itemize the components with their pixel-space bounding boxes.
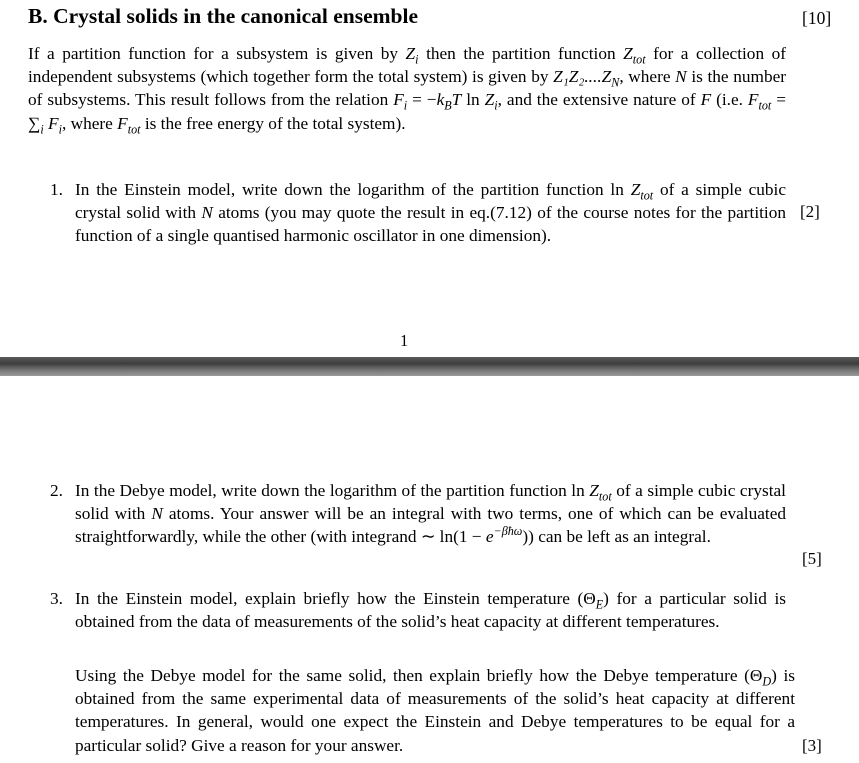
section-marks: [10] [802, 8, 832, 28]
question-3-marks: [3] [802, 736, 822, 755]
intro-paragraph: If a partition function for a subsystem is given by $Z_i$ then the partition function $Z_{tot}$ for a collection of independent subsystems (which together form the total system) is given by $Z_1Z_2....Z_N$, where N is the number of subsystems. This result follows from the relation $F_i = -k_BT$ $\ln Z_i$, and the extensive nature of F (i.e. $F_{tot} = \sum_i$ $F_i$, where $F_{tot}$ is the free energy of the total system). [28, 44, 787, 137]
question-1-text: In the Einstein model, write down the logarithm of the partition function $\ln Z_{tot}$ of a simple cubic crystal solid with N atoms (you may quote the result in eq.(7.12) of the course notes for the partition function of a single quantised harmonic oscillator in one dimension). [75, 180, 787, 246]
page-number: 1 [400, 331, 409, 350]
question-3-part-a: In the Einstein model, explain briefly how the Einstein temperature $(\Theta_E)$ for a particular solid is obtained from the data of measurements of the solid’s heat capacity at different temperatures. [75, 589, 786, 632]
question-1-number: 1. [50, 180, 63, 199]
question-1-marks: [2] [800, 202, 820, 221]
section-title: B. Crystal solids in the canonical ensemble [28, 4, 419, 28]
question-3-part-b: Using the Debye model for the same solid, then explain briefly how the Debye temperature $(\Theta_D)$ is obtained from the same experimental data of measurements of the solid’s heat capacity at different temperatures. In general, would one expect the Einstein and Debye temperatures to be equal for a particular solid? Give a reason for your answer. [75, 666, 795, 755]
page-separator [0, 357, 859, 376]
question-3-number: 3. [50, 589, 63, 608]
question-2-number: 2. [50, 481, 63, 500]
question-2-text: In the Debye model, write down the logarithm of the partition function $\ln Z_{tot}$ of a simple cubic crystal solid with N atoms. Your answer will be an integral with two terms, one of which can be evaluated straightforwardly, while the other (with integrand ∼ $\ln(1 - e^{-\beta ħ\omega})$) can be left as an integral. [75, 481, 786, 547]
page-1 [0, 0, 859, 357]
question-2-marks: [5] [802, 549, 822, 568]
